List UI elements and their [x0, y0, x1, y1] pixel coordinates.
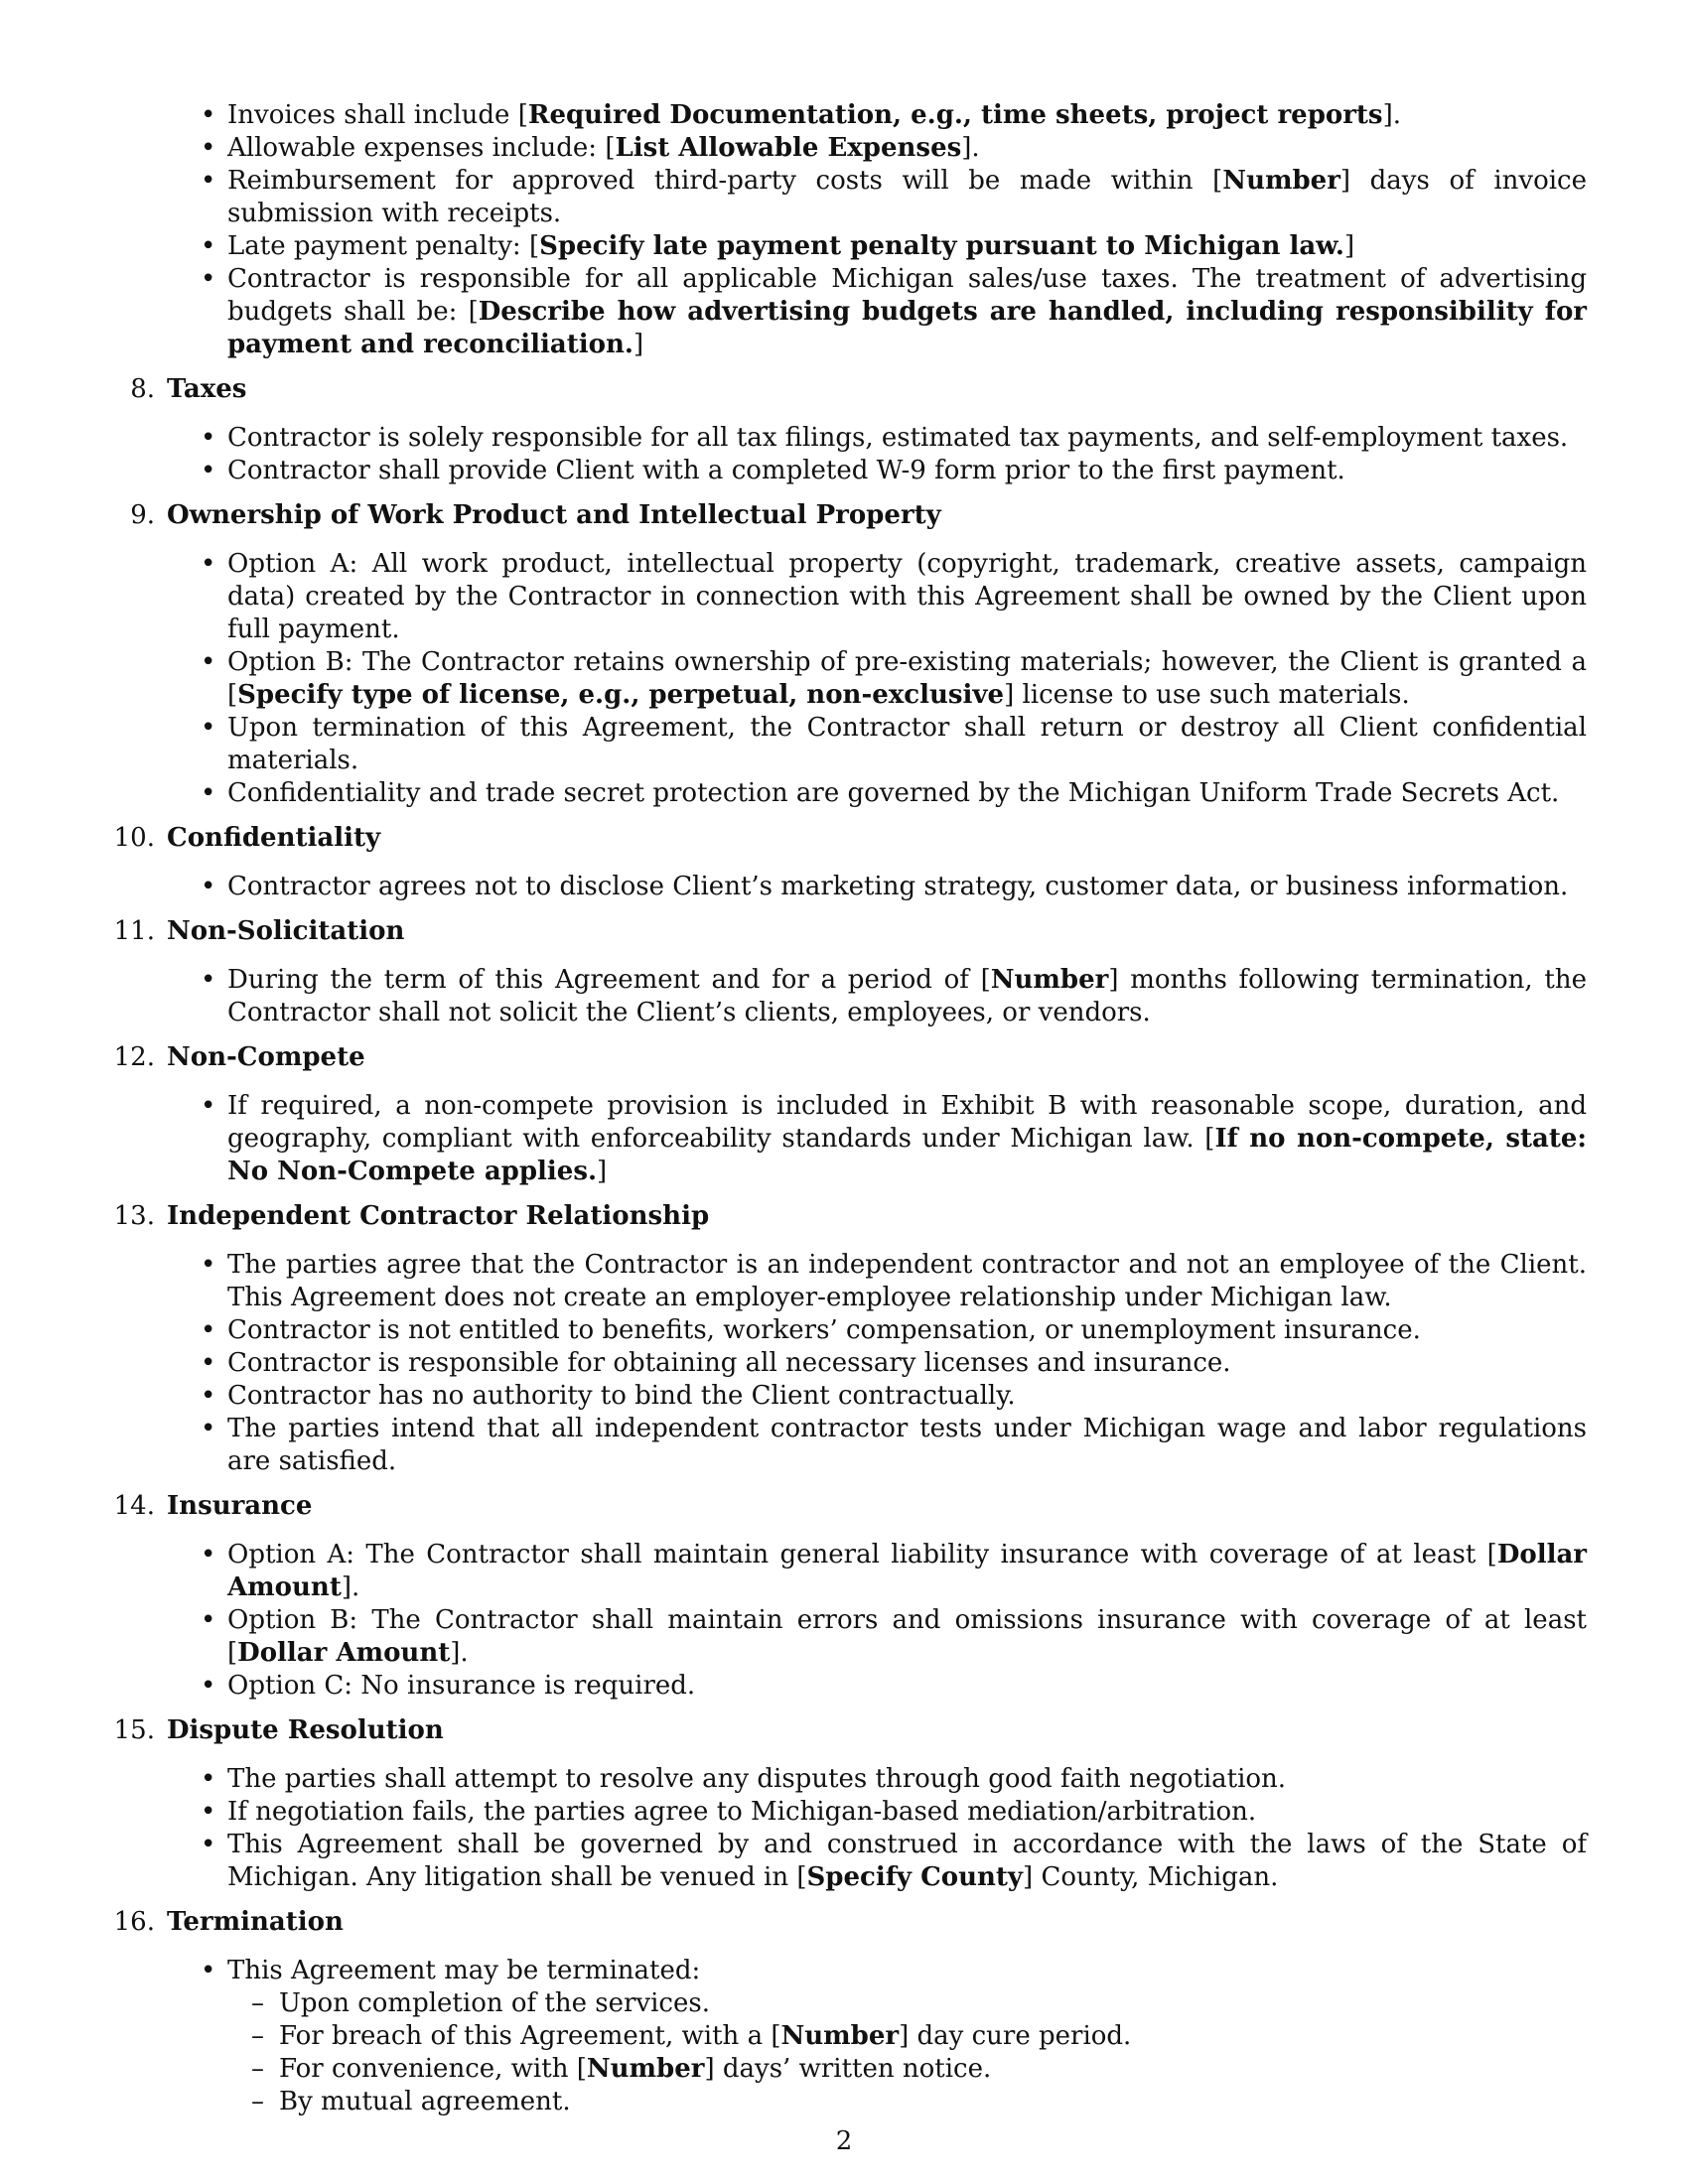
section-number: 13.: [113, 1201, 155, 1231]
list-item: • Contractor is solely responsible for all tax filings, estimated tax payments, and self-employment taxes.: [0, 422, 1688, 455]
bullet-list: [0, 1763, 1688, 1894]
list-item: • Option C: No insurance is required.: [0, 1670, 1688, 1703]
bullet-list: [0, 871, 1688, 903]
bullet-list: [0, 1955, 1688, 1987]
section-non-compete: [0, 1041, 1688, 1188]
section-title: Termination: [167, 1907, 344, 1937]
list-item: • Upon termination of this Agreement, the Contractor shall return or destroy all Client confidential materials.: [0, 712, 1688, 777]
bullet-list: [0, 422, 1688, 487]
list-item: • Contractor shall provide Client with a completed W-9 form prior to the first payment.: [0, 455, 1688, 487]
list-item: • Late payment penalty: [Specify late payment penalty pursuant to Michigan law.]: [0, 230, 1688, 263]
section-title: Insurance: [167, 1491, 313, 1521]
section-number: 14.: [113, 1491, 155, 1521]
section-title: Ownership of Work Product and Intellectual Property: [167, 500, 941, 530]
list-item: • Contractor has no authority to bind the Client contractually.: [0, 1380, 1688, 1413]
section-heading: [0, 915, 1688, 948]
list-item: • Invoices shall include [Required Documentation, e.g., time sheets, project reports].: [0, 99, 1688, 132]
section-title: Independent Contractor Relationship: [167, 1201, 710, 1231]
sub-list-item: – For breach of this Agreement, with a [Number] day cure period.: [0, 2020, 1688, 2053]
section-heading: [0, 1200, 1688, 1233]
bullet-list: [0, 99, 1688, 361]
list-item: • Reimbursement for approved third-party costs will be made within [Number] days of invoice submission with receipts.: [0, 165, 1688, 230]
section-heading: [0, 822, 1688, 855]
list-item: • Contractor is responsible for obtaining all necessary licenses and insurance.: [0, 1347, 1688, 1380]
list-item: [0, 1955, 1688, 1987]
page-content: [0, 99, 1688, 2118]
list-item: • Confidentiality and trade secret protection are governed by the Michigan Uniform Trade Secrets Act.: [0, 777, 1688, 810]
bullet-list: [0, 1539, 1688, 1703]
list-item: • Option B: The Contractor shall maintain errors and omissions insurance with coverage of at least [Dollar Amount].: [0, 1604, 1688, 1670]
list-item: • Allowable expenses include: [List Allowable Expenses].: [0, 132, 1688, 165]
bullet-list: [0, 1090, 1688, 1188]
section-number: 8.: [130, 374, 155, 404]
section-heading: [0, 1906, 1688, 1939]
section-taxes: [0, 373, 1688, 487]
list-item: • If negotiation fails, the parties agree to Michigan-based mediation/arbitration.: [0, 1796, 1688, 1829]
bullet-list: [0, 1249, 1688, 1478]
section-heading: [0, 499, 1688, 532]
section-number: 15.: [113, 1715, 155, 1745]
termination-intro: This Agreement may be terminated:: [227, 1956, 701, 1985]
section-number: 11.: [113, 916, 155, 946]
section-independent-contractor: [0, 1200, 1688, 1478]
section-title: Dispute Resolution: [167, 1715, 444, 1745]
section-number: 12.: [113, 1042, 155, 1072]
section-ownership: [0, 499, 1688, 810]
section-confidentiality: [0, 822, 1688, 903]
section-number: 9.: [130, 500, 155, 530]
section-title: Confidentiality: [167, 823, 381, 853]
list-item: • Contractor is not entitled to benefits, workers’ compensation, or unemployment insurance.: [0, 1314, 1688, 1347]
section-insurance: [0, 1490, 1688, 1703]
bullet-list: [0, 964, 1688, 1029]
section-title: Non-Solicitation: [167, 916, 405, 946]
list-item: • During the term of this Agreement and for a period of [Number] months following termination, the Contractor shall not solicit the Client’s clients, employees, or vendors.: [0, 964, 1688, 1029]
sub-list: [0, 1987, 1688, 2118]
list-item: • The parties intend that all independent contractor tests under Michigan wage and labor regulations are satisfied.: [0, 1413, 1688, 1478]
section-heading: [0, 1714, 1688, 1747]
section-heading: [0, 1041, 1688, 1074]
section-number: 10.: [113, 823, 155, 853]
section-title: Non-Compete: [167, 1042, 365, 1072]
section-payment-continued: [0, 99, 1688, 361]
sub-list-item: – By mutual agreement.: [0, 2086, 1688, 2118]
section-dispute-resolution: [0, 1714, 1688, 1894]
sub-list-item: – Upon completion of the services.: [0, 1987, 1688, 2020]
list-item: • The parties agree that the Contractor is an independent contractor and not an employee of the Client. This Agreement does not create an employer-employee relationship under Michigan law.: [0, 1249, 1688, 1314]
list-item: • Contractor is responsible for all applicable Michigan sales/use taxes. The treatment of advertising budgets shall be: [Describe how advertising budgets are handled, including responsibility for payment and reconciliation.]: [0, 263, 1688, 361]
list-item: • The parties shall attempt to resolve any disputes through good faith negotiation.: [0, 1763, 1688, 1796]
section-termination: [0, 1906, 1688, 2118]
sub-list-item: – For convenience, with [Number] days’ written notice.: [0, 2053, 1688, 2086]
list-item: • Option A: The Contractor shall maintain general liability insurance with coverage of at least [Dollar Amount].: [0, 1539, 1688, 1604]
list-item: • Option A: All work product, intellectual property (copyright, trademark, creative assets, campaign data) created by the Contractor in connection with this Agreement shall be owned by the Client upon full payment.: [0, 548, 1688, 646]
list-item: • Option B: The Contractor retains ownership of pre-existing materials; however, the Client is granted a [Specify type of license, e.g., perpetual, non-exclusive] license to use such materials.: [0, 646, 1688, 712]
list-item: • This Agreement shall be governed by and construed in accordance with the laws of the State of Michigan. Any litigation shall be venued in [Specify County] County, Michigan.: [0, 1829, 1688, 1894]
page-number: 2: [835, 2126, 853, 2156]
list-item: • Contractor agrees not to disclose Client’s marketing strategy, customer data, or business information.: [0, 871, 1688, 903]
section-heading: [0, 1490, 1688, 1523]
section-number: 16.: [113, 1907, 155, 1937]
section-title: Taxes: [167, 374, 247, 404]
section-heading: [0, 373, 1688, 406]
section-non-solicitation: [0, 915, 1688, 1029]
bullet-list: [0, 548, 1688, 810]
list-item: • If required, a non-compete provision is included in Exhibit B with reasonable scope, duration, and geography, compliant with enforceability standards under Michigan law. [If no non-compete, state: No Non-Compete applies.]: [0, 1090, 1688, 1188]
